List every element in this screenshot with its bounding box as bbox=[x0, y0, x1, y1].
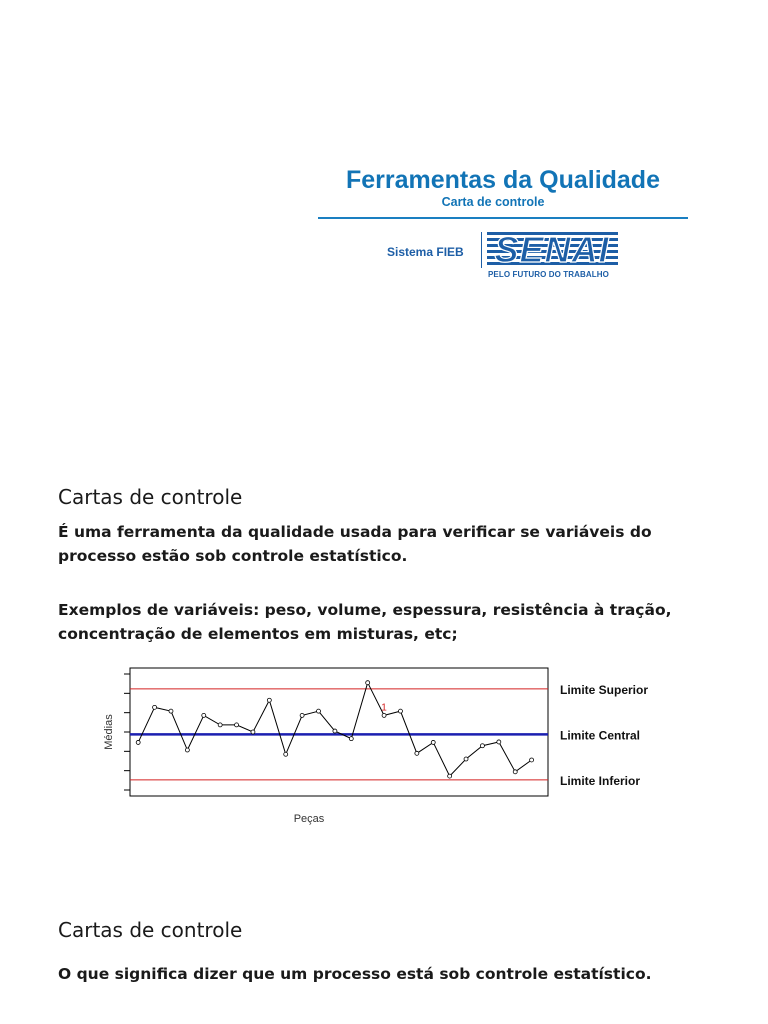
data-point bbox=[382, 713, 386, 717]
data-point bbox=[464, 757, 468, 761]
data-point bbox=[202, 713, 206, 717]
data-point bbox=[185, 748, 189, 752]
data-point bbox=[153, 705, 157, 709]
data-point bbox=[267, 698, 271, 702]
y-axis-label: Médias bbox=[103, 714, 115, 750]
data-point bbox=[169, 709, 173, 713]
data-point bbox=[530, 758, 534, 762]
section-title-2: Cartas de controle bbox=[58, 918, 243, 942]
data-point bbox=[218, 723, 222, 727]
organization-name: Sistema FIEB bbox=[387, 245, 464, 259]
out-of-control-marker: 1 bbox=[381, 702, 387, 714]
header-title: Ferramentas da Qualidade bbox=[345, 166, 660, 194]
plot-frame bbox=[130, 668, 548, 796]
examples-paragraph: Exemplos de variáveis: peso, volume, espessura, resistência à tração, concentração de elementos em misturas, etc; bbox=[58, 601, 672, 643]
upper-limit-label: Limite Superior bbox=[560, 682, 649, 697]
data-point bbox=[513, 770, 517, 774]
data-point bbox=[349, 737, 353, 741]
header-divider bbox=[318, 217, 688, 219]
question-paragraph: O que significa dizer que um processo está sob controle estatístico. bbox=[58, 965, 652, 983]
data-point bbox=[333, 729, 337, 733]
data-point bbox=[284, 752, 288, 756]
control-chart bbox=[95, 660, 675, 830]
data-point bbox=[300, 713, 304, 717]
data-point bbox=[497, 740, 501, 744]
data-point bbox=[415, 751, 419, 755]
data-point bbox=[317, 709, 321, 713]
data-point bbox=[136, 740, 140, 744]
data-point bbox=[448, 774, 452, 778]
senai-logo bbox=[487, 232, 618, 266]
definition-paragraph: É uma ferramenta da qualidade usada para verificar se variáveis do processo estão sob controle estatístico. bbox=[58, 523, 652, 565]
center-limit-label: Limite Central bbox=[560, 728, 641, 743]
data-point bbox=[398, 709, 402, 713]
logo-tagline: PELO FUTURO DO TRABALHO bbox=[488, 270, 609, 279]
x-axis-label: Peças bbox=[293, 813, 325, 825]
lower-limit-label: Limite Inferior bbox=[560, 773, 641, 788]
data-point bbox=[480, 744, 484, 748]
data-point bbox=[431, 740, 435, 744]
section-title: Cartas de controle bbox=[58, 485, 243, 509]
data-point bbox=[366, 681, 370, 685]
senai-logo-text: SENAI bbox=[494, 232, 610, 266]
data-point bbox=[251, 730, 255, 734]
data-point bbox=[235, 723, 239, 727]
logo-separator bbox=[481, 232, 482, 268]
header-subtitle: Carta de controle bbox=[441, 195, 545, 209]
